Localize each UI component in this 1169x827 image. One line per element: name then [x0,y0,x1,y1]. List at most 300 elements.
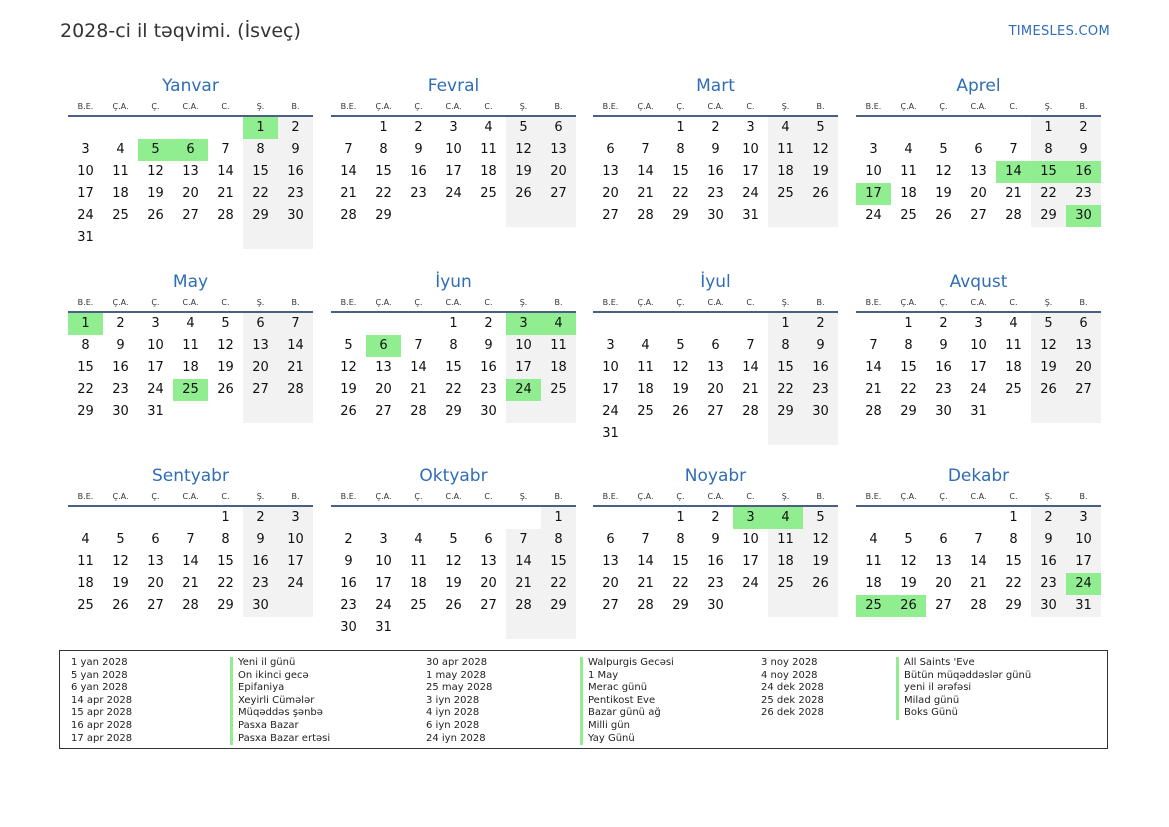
day-cell: 20 [182,186,199,201]
empty-day-cell [243,401,278,423]
weekday-label: B.E. [602,298,619,307]
empty-day-cell [891,117,926,139]
legend-date: 26 dek 2028 [761,707,824,719]
day-cell: 11 [900,164,917,179]
weekday-label: C. [484,102,493,111]
day-cell: 22 [77,382,94,397]
legend-dates-col-2 [426,657,492,745]
day-cell: 31 [147,404,164,419]
day-cell: 18 [182,360,199,375]
day-cell: 8 [243,139,278,161]
empty-day-cell [926,117,961,139]
empty-day-cell [856,313,891,335]
empty-day-cell [173,401,208,423]
empty-day-cell [68,507,103,529]
weekday-label: Ç. [414,492,423,501]
month-name: Mart [696,76,735,96]
day-cell: 1 [541,507,576,529]
day-cell: 15 [243,161,278,183]
legend-date: 5 yan 2028 [71,669,128,681]
day-cell: 9 [939,338,948,353]
day-cell: 13 [935,554,952,569]
day-cell: 13 [970,164,987,179]
day-cell: 16 [707,554,724,569]
legend-holiday-name: Epifaniya [230,682,330,695]
day-cell: 5 [939,142,948,157]
day-cell: 2 [116,316,125,331]
day-cell: 31 [970,404,987,419]
day-cell: 7 [344,142,353,157]
day-cell: 25 [410,598,427,613]
day-cell: 29 [768,401,803,423]
legend-date: 6 iyn 2028 [426,719,480,731]
day-cell: 20 [375,382,392,397]
day-cell: 10 [970,338,987,353]
weekday-label: Ş. [781,102,790,111]
legend-date: 24 dek 2028 [761,682,824,694]
holiday-day-cell: 14 [996,161,1031,183]
day-cell: 29 [77,404,94,419]
weekday-label: C.A. [707,492,724,501]
day-cell: 17 [445,164,462,179]
weekday-label: B.E. [865,102,882,111]
weekday-label: Ç. [676,492,685,501]
legend-names-col-1 [230,657,330,745]
month-name: Aprel [956,76,1001,96]
day-cell: 29 [1005,598,1022,613]
day-cell: 14 [182,554,199,569]
day-cell: 14 [970,554,987,569]
weekday-label: B.E. [602,492,619,501]
holiday-day-cell: 15 [1031,161,1066,183]
weekday-label: B. [1079,102,1088,111]
day-cell: 7 [1009,142,1018,157]
day-cell: 23 [1031,573,1066,595]
day-cell: 13 [1066,335,1101,357]
weekday-label: B. [554,492,563,501]
day-cell: 11 [182,338,199,353]
day-cell: 16 [707,164,724,179]
empty-day-cell [733,595,768,617]
day-cell: 12 [672,360,689,375]
weekday-label: C. [221,298,230,307]
day-cell: 10 [278,529,313,551]
weekday-label: C.A. [445,492,462,501]
day-cell: 14 [865,360,882,375]
day-grid [856,313,1101,423]
day-cell: 17 [77,186,94,201]
day-cell: 24 [742,576,759,591]
empty-day-cell [331,117,366,139]
day-cell: 17 [278,551,313,573]
weekday-label: Ç.A. [375,298,392,307]
day-cell: 20 [243,357,278,379]
empty-day-cell [208,227,243,249]
month-block [593,464,838,617]
legend-holiday-name: yeni il ərəfəsi [896,682,1031,695]
holiday-day-cell: 26 [891,595,926,617]
weekday-label: Ç.A. [900,298,917,307]
month-name: Dekabr [947,466,1010,486]
day-cell: 25 [637,404,654,419]
day-cell: 27 [147,598,164,613]
weekday-label: Ş. [781,492,790,501]
holiday-day-cell: 24 [1066,573,1101,595]
day-cell: 23 [803,379,838,401]
weekday-label: C.A. [970,492,987,501]
empty-day-cell [856,507,891,529]
month-name: İyun [435,272,472,292]
day-cell: 5 [344,338,353,353]
day-grid [856,117,1101,227]
day-cell: 26 [445,598,462,613]
day-cell: 29 [672,208,689,223]
day-cell: 10 [742,532,759,547]
day-cell: 19 [803,161,838,183]
holiday-day-cell: 5 [138,139,173,161]
holiday-day-cell: 1 [68,313,103,335]
day-cell: 25 [768,183,803,205]
day-cell: 13 [375,360,392,375]
day-cell: 5 [803,507,838,529]
day-cell: 7 [746,338,755,353]
day-cell: 7 [278,313,313,335]
weekday-label: Ç.A. [637,102,654,111]
day-cell: 17 [375,576,392,591]
weekday-label: C.A. [707,298,724,307]
day-cell: 20 [147,576,164,591]
day-cell: 19 [672,382,689,397]
day-cell: 11 [410,554,427,569]
day-cell: 12 [803,139,838,161]
day-cell: 20 [541,161,576,183]
day-cell: 17 [1066,551,1101,573]
weekday-label: Ş. [519,492,528,501]
day-cell: 6 [606,142,615,157]
day-cell: 4 [1009,316,1018,331]
day-cell: 3 [81,142,90,157]
day-cell: 15 [217,554,234,569]
month-block [856,464,1101,617]
weekday-label: Ç. [151,102,160,111]
legend-holiday-name: Xeyirli Cümələr [230,695,330,708]
month-name: Noyabr [684,466,747,486]
empty-day-cell [1066,401,1101,423]
empty-day-cell [768,595,803,617]
day-cell: 4 [484,120,493,135]
day-cell: 16 [803,357,838,379]
day-cell: 7 [186,532,195,547]
day-cell: 26 [147,208,164,223]
day-cell: 13 [602,164,619,179]
day-cell: 11 [637,360,654,375]
holiday-day-cell: 25 [856,595,891,617]
day-cell: 28 [182,598,199,613]
day-cell: 15 [77,360,94,375]
day-cell: 10 [77,164,94,179]
weekday-label: Ç.A. [637,492,654,501]
day-cell: 15 [768,357,803,379]
month-name: May [172,272,209,292]
day-cell: 11 [480,142,497,157]
day-cell: 29 [1031,205,1066,227]
empty-day-cell [278,227,313,249]
day-cell: 10 [147,338,164,353]
empty-day-cell [436,617,471,639]
day-cell: 3 [606,338,615,353]
day-cell: 6 [1066,313,1101,335]
day-cell: 2 [939,316,948,331]
legend-date: 24 iyn 2028 [426,732,486,744]
day-cell: 6 [939,532,948,547]
month-name: İyul [700,272,731,292]
day-cell: 14 [506,551,541,573]
day-cell: 17 [506,357,541,379]
day-grid [68,313,313,423]
day-cell: 25 [480,186,497,201]
day-cell: 31 [1066,595,1101,617]
day-cell: 27 [602,208,619,223]
holiday-day-cell: 3 [506,313,541,335]
day-cell: 22 [217,576,234,591]
day-cell: 12 [900,554,917,569]
weekday-label: B.E. [340,102,357,111]
day-cell: 3 [151,316,160,331]
day-cell: 10 [742,142,759,157]
day-cell: 19 [506,161,541,183]
day-cell: 31 [77,230,94,245]
empty-day-cell [103,507,138,529]
weekday-label: Ç.A. [900,102,917,111]
day-cell: 19 [217,360,234,375]
day-cell: 30 [480,404,497,419]
day-cell: 29 [375,208,392,223]
day-grid [331,313,576,423]
month-name: Fevral [427,76,480,96]
day-cell: 27 [243,379,278,401]
legend-holiday-name: Yay Günü [580,733,674,746]
day-cell: 27 [182,208,199,223]
empty-day-cell [856,117,891,139]
day-cell: 20 [602,576,619,591]
day-cell: 24 [375,598,392,613]
legend-holiday-name: All Saints 'Eve [896,657,1031,670]
day-cell: 23 [707,576,724,591]
page-title: 2028-ci il təqvimi. (İsveç) [60,20,301,42]
day-cell: 9 [711,142,720,157]
legend-date: 16 apr 2028 [71,719,133,731]
day-cell: 17 [742,164,759,179]
day-cell: 6 [484,532,493,547]
empty-day-cell [366,313,401,335]
empty-day-cell [173,227,208,249]
day-cell: 19 [935,186,952,201]
empty-day-cell [803,423,838,445]
day-cell: 8 [1009,532,1018,547]
empty-day-cell [996,117,1031,139]
day-cell: 10 [865,164,882,179]
day-cell: 22 [541,573,576,595]
weekday-label: C. [221,102,230,111]
empty-day-cell [103,117,138,139]
day-cell: 20 [602,186,619,201]
empty-day-cell [628,117,663,139]
empty-day-cell [961,507,996,529]
day-cell: 3 [278,507,313,529]
legend-holiday-name: Merac günü [580,682,674,695]
day-cell: 9 [803,335,838,357]
weekday-label: B.E. [602,102,619,111]
day-cell: 19 [900,576,917,591]
empty-day-cell [401,507,436,529]
day-cell: 26 [935,208,952,223]
empty-day-cell [366,507,401,529]
day-cell: 14 [340,164,357,179]
month-name: Yanvar [162,76,219,96]
weekday-label: Ç. [151,298,160,307]
day-cell: 7 [641,142,650,157]
day-cell: 18 [112,186,129,201]
month-block [593,74,838,227]
day-cell: 29 [217,598,234,613]
day-cell: 25 [768,573,803,595]
day-cell: 4 [768,117,803,139]
weekday-label: Ç. [676,102,685,111]
weekday-label: Ç. [414,102,423,111]
weekday-label: C. [1009,492,1018,501]
day-cell: 1 [904,316,913,331]
weekday-label: C. [1009,102,1018,111]
day-cell: 12 [112,554,129,569]
holiday-day-cell: 6 [366,335,401,357]
day-cell: 17 [970,360,987,375]
day-cell: 20 [970,186,987,201]
day-cell: 23 [112,382,129,397]
day-cell: 14 [742,360,759,375]
month-block [331,464,576,639]
empty-day-cell [996,401,1031,423]
day-cell: 3 [1066,507,1101,529]
empty-day-cell [436,205,471,227]
day-cell: 31 [742,208,759,223]
month-name: Avqust [949,272,1008,292]
day-cell: 21 [742,382,759,397]
weekday-label: B. [554,298,563,307]
weekday-label: C.A. [445,298,462,307]
day-cell: 25 [541,379,576,401]
day-cell: 11 [112,164,129,179]
weekday-header [331,294,576,313]
day-cell: 11 [865,554,882,569]
day-cell: 16 [278,161,313,183]
day-cell: 11 [1005,338,1022,353]
legend-dates-col-3 [761,657,824,720]
day-cell: 6 [541,117,576,139]
weekday-label: B.E. [77,298,94,307]
empty-day-cell [663,423,698,445]
day-cell: 2 [1066,117,1101,139]
weekday-label: C.A. [182,492,199,501]
legend-names-col-3 [896,657,1031,720]
day-cell: 25 [1005,382,1022,397]
empty-day-cell [401,205,436,227]
day-cell: 21 [970,576,987,591]
day-cell: 1 [768,313,803,335]
empty-day-cell [768,205,803,227]
legend-date: 4 noy 2028 [761,669,818,681]
day-cell: 29 [445,404,462,419]
day-cell: 6 [606,532,615,547]
day-cell: 20 [707,382,724,397]
weekday-label: Ç.A. [375,102,392,111]
day-cell: 23 [935,382,952,397]
day-cell: 2 [414,120,423,135]
day-cell: 22 [1005,576,1022,591]
day-cell: 8 [1031,139,1066,161]
month-block [856,74,1101,227]
weekday-label: B. [291,492,300,501]
weekday-header [68,294,313,313]
day-cell: 9 [278,139,313,161]
day-cell: 22 [672,576,689,591]
day-cell: 30 [803,401,838,423]
brand-link[interactable]: TIMESLES.COM [1008,24,1110,39]
day-cell: 5 [116,532,125,547]
day-cell: 26 [112,598,129,613]
holiday-legend [59,650,1108,749]
empty-day-cell [698,313,733,335]
day-cell: 8 [221,532,230,547]
day-cell: 9 [1066,139,1101,161]
weekday-header [68,98,313,117]
day-cell: 28 [742,404,759,419]
day-cell: 26 [340,404,357,419]
day-cell: 28 [1005,208,1022,223]
day-cell: 16 [1031,551,1066,573]
day-cell: 19 [112,576,129,591]
holiday-day-cell: 30 [1066,205,1101,227]
empty-day-cell [628,507,663,529]
empty-day-cell [1031,401,1066,423]
day-cell: 8 [676,532,685,547]
day-cell: 24 [602,404,619,419]
day-cell: 30 [278,205,313,227]
day-cell: 16 [410,164,427,179]
day-cell: 25 [900,208,917,223]
weekday-label: C. [746,298,755,307]
weekday-label: Ş. [781,298,790,307]
day-cell: 18 [900,186,917,201]
holiday-day-cell: 1 [243,117,278,139]
day-cell: 16 [935,360,952,375]
day-cell: 19 [445,576,462,591]
day-grid [593,507,838,617]
empty-day-cell [593,117,628,139]
day-cell: 20 [1066,357,1101,379]
day-cell: 9 [116,338,125,353]
weekday-header [593,294,838,313]
weekday-label: B.E. [865,492,882,501]
day-cell: 14 [217,164,234,179]
day-cell: 18 [410,576,427,591]
weekday-header [856,488,1101,507]
day-cell: 5 [904,532,913,547]
month-block [856,270,1101,423]
day-cell: 29 [541,595,576,617]
weekday-label: C. [746,102,755,111]
legend-holiday-name: 1 May [580,670,674,683]
weekday-label: Ş. [1044,102,1053,111]
